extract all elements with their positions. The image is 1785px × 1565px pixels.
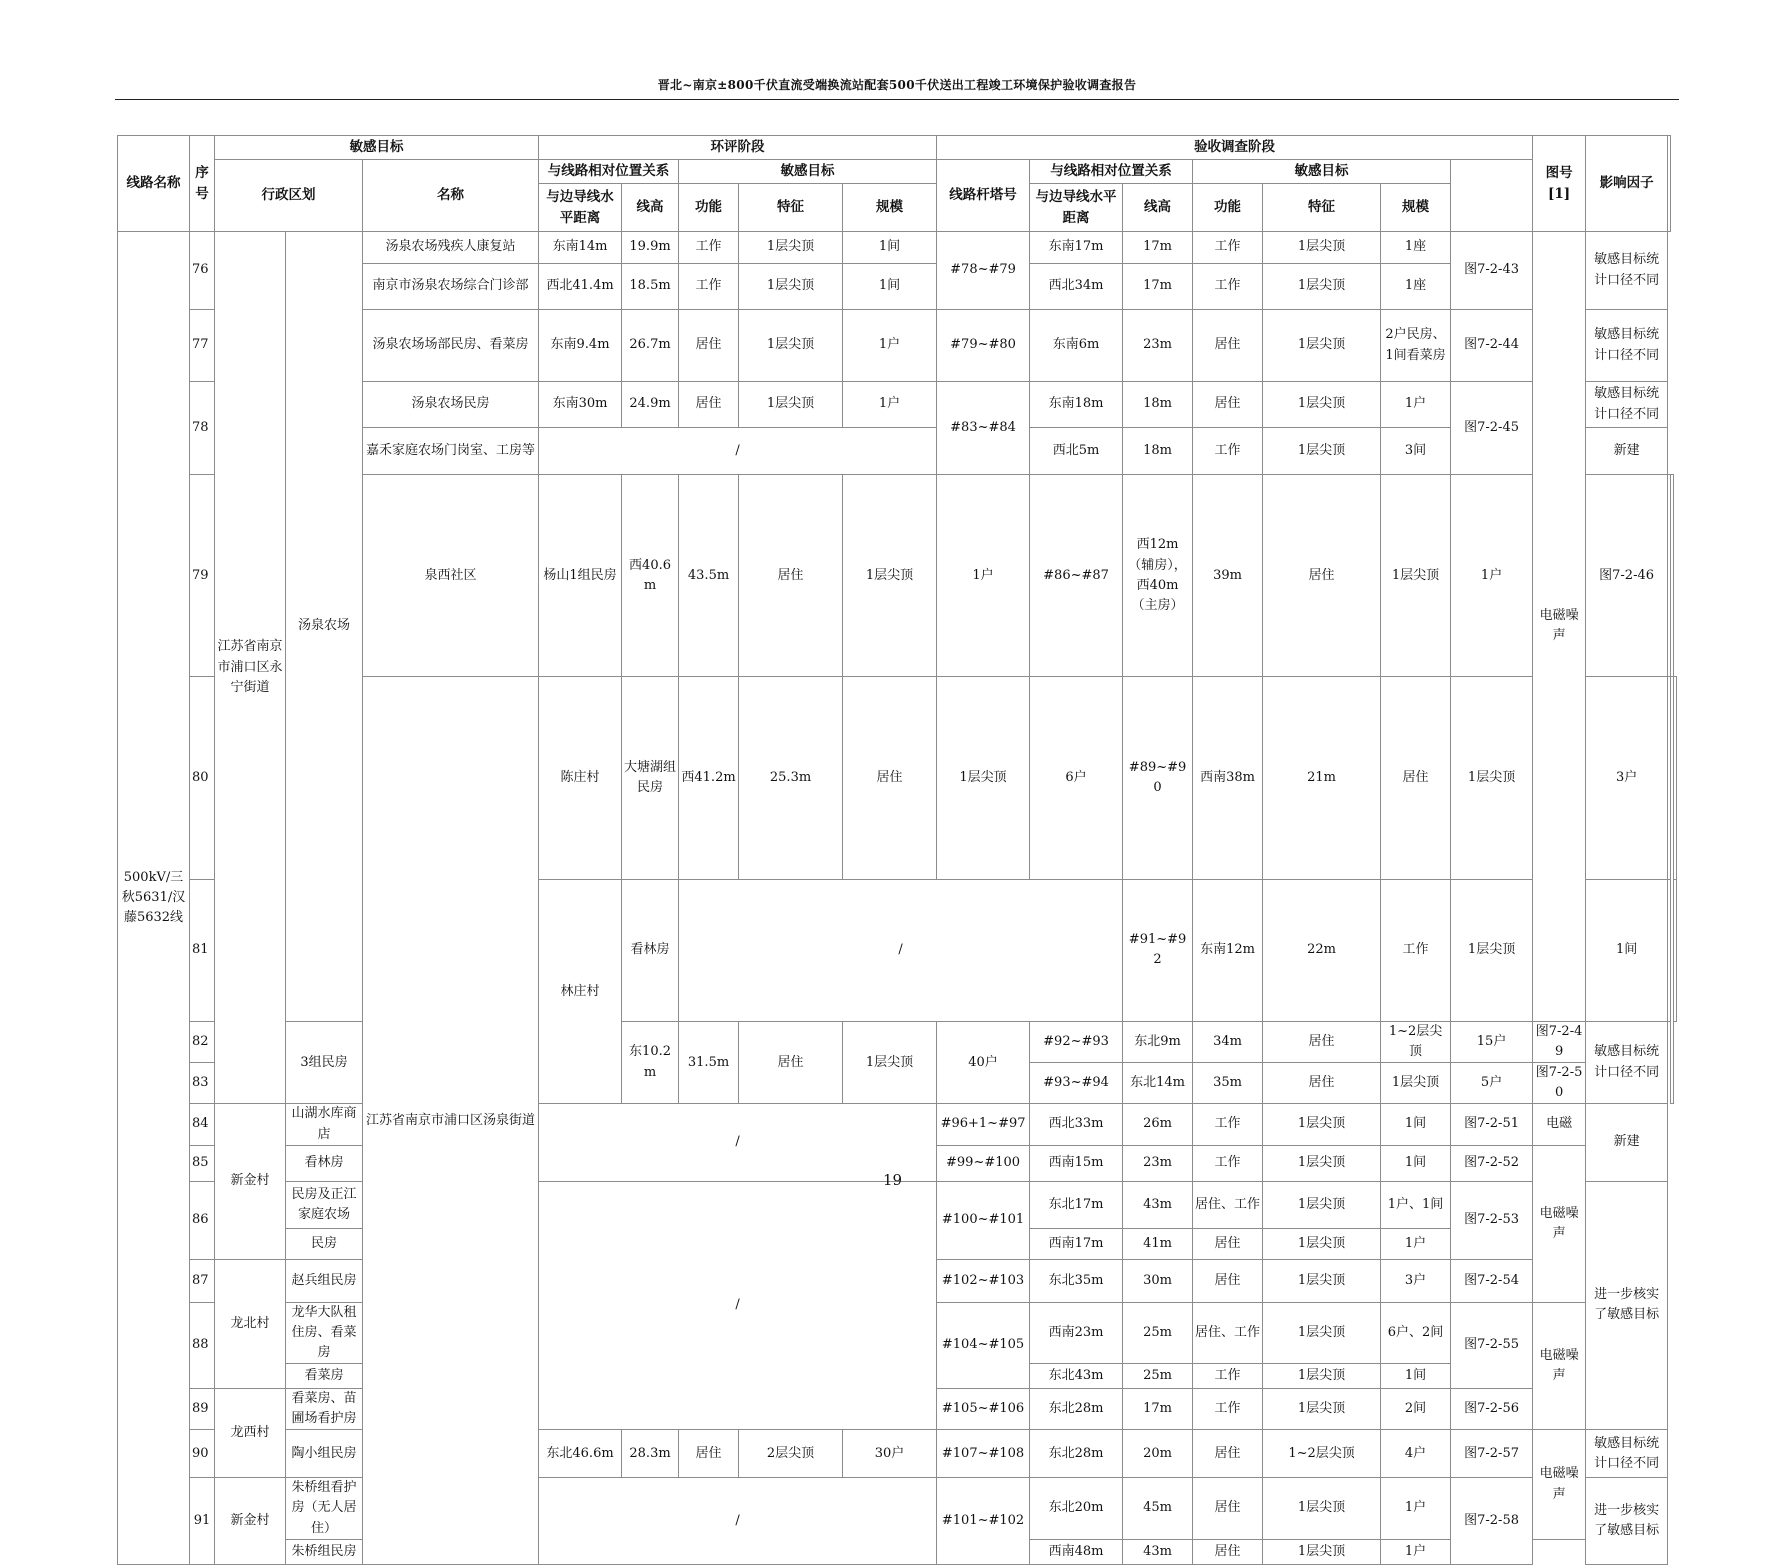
acc-feature-cell: 1层尖顶	[1263, 382, 1381, 428]
line-name-cell: 500kV/三秋5631/汉藤5632线	[118, 232, 190, 1565]
village-cell: 汤泉农场	[286, 232, 363, 1022]
admin-cell: 江苏省南京市浦口区汤泉街道	[363, 677, 539, 1564]
seq-cell: 76	[190, 232, 215, 310]
acc-function-cell: 工作	[1193, 1364, 1263, 1389]
acc-scale-cell: 5户	[1451, 1063, 1533, 1104]
village-cell: 泉西社区	[363, 475, 539, 677]
impact-cell: 电磁噪声	[1533, 1145, 1586, 1302]
eia-feature-cell: 1层尖顶	[843, 475, 937, 677]
eia-function-cell: 居住	[843, 677, 937, 879]
acc-function-cell: 工作	[1193, 428, 1263, 475]
eia-distance-cell: 东南14m	[539, 232, 622, 264]
target-name-cell: 南京市汤泉农场综合门诊部	[363, 264, 539, 310]
header-acc-function: 功能	[1193, 184, 1263, 232]
acc-function-cell: 工作	[1193, 264, 1263, 310]
acc-height-cell: 23m	[1123, 310, 1193, 382]
acc-scale-cell: 3间	[1381, 428, 1451, 475]
acc-function-cell: 居住	[1193, 1539, 1263, 1564]
sensitive-target-table	[117, 135, 1677, 1565]
eia-feature-cell: 1层尖顶	[937, 677, 1030, 879]
figure-cell: 图7-2-50	[1533, 1063, 1586, 1104]
impact-cell: 电磁噪声	[1533, 1302, 1586, 1430]
eia-scale-cell: 1间	[843, 232, 937, 264]
eia-height-cell: 31.5m	[679, 1021, 739, 1104]
eia-feature-cell: 1层尖顶	[739, 232, 843, 264]
target-name-cell: 赵兵组民房	[286, 1259, 363, 1302]
eia-distance-cell: 西41.2m	[679, 677, 739, 879]
eia-function-cell: 工作	[679, 232, 739, 264]
acc-function-cell: 居住	[1193, 1259, 1263, 1302]
eia-scale-cell: 6户	[1030, 677, 1123, 879]
acc-distance-cell: 东北43m	[1030, 1364, 1123, 1389]
header-remarks	[1668, 136, 1671, 232]
acc-function-cell: 居住	[1263, 475, 1381, 677]
target-name-cell: 杨山1组民房	[539, 475, 622, 677]
village-cell: 龙北村	[215, 1259, 286, 1388]
eia-function-cell: 工作	[679, 264, 739, 310]
remarks-cell	[1674, 879, 1677, 1021]
eia-function-cell: 居住	[679, 310, 739, 382]
target-name-cell: 汤泉农场民房	[363, 382, 539, 428]
acc-scale-cell: 1户	[1451, 475, 1533, 677]
target-name-cell: 山湖水库商店	[286, 1104, 363, 1145]
remarks-cell: 敏感目标统计口径不同	[1586, 310, 1668, 382]
figure-cell: 图7-2-52	[1451, 1145, 1533, 1181]
acc-function-cell: 居住、工作	[1193, 1181, 1263, 1228]
figure-cell: 图7-2-46	[1586, 475, 1668, 677]
acc-function-cell: 工作	[1193, 1389, 1263, 1430]
acc-scale-cell: 1间	[1381, 1104, 1451, 1145]
acc-distance-cell: 东南18m	[1030, 382, 1123, 428]
target-name-cell: 民房及正江家庭农场	[286, 1181, 363, 1228]
acc-function-cell: 居住	[1381, 677, 1451, 879]
acc-distance-cell: 东北9m	[1123, 1021, 1193, 1062]
tower-cell: #89~#90	[1123, 677, 1193, 879]
acc-function-cell: 居住	[1193, 1430, 1263, 1478]
acc-feature-cell: 1层尖顶	[1451, 677, 1533, 879]
target-name-cell: 陶小组民房	[286, 1430, 363, 1478]
acc-feature-cell: 1层尖顶	[1263, 232, 1381, 264]
tower-cell: #107~#108	[937, 1430, 1030, 1478]
eia-height-cell: 26.7m	[622, 310, 679, 382]
figure-cell: 图7-2-55	[1451, 1302, 1533, 1388]
header-acc-sensitive-target: 敏感目标	[1193, 160, 1451, 184]
acc-distance-cell: 西北5m	[1030, 428, 1123, 475]
acc-distance-cell: 东北20m	[1030, 1478, 1123, 1539]
target-name-cell: 汤泉农场场部民房、看菜房	[363, 310, 539, 382]
table-row	[118, 1430, 1677, 1478]
acc-distance-cell: 西南38m	[1193, 677, 1263, 879]
header-eia-scale: 规模	[843, 184, 937, 232]
acc-feature-cell: 1层尖顶	[1263, 310, 1381, 382]
header-eia-stage: 环评阶段	[539, 136, 937, 160]
figure-cell: 图7-2-49	[1533, 1021, 1586, 1062]
header-acceptance-stage: 验收调查阶段	[937, 136, 1533, 160]
header-impact-factor: 影响因子	[1586, 136, 1668, 232]
target-name-cell: 看菜房	[286, 1364, 363, 1389]
seq-cell: 88	[190, 1302, 215, 1388]
acc-function-cell: 工作	[1381, 879, 1451, 1021]
acc-distance-cell: 东南6m	[1030, 310, 1123, 382]
acc-scale-cell: 1户	[1381, 382, 1451, 428]
acc-function-cell: 居住	[1263, 1063, 1381, 1104]
acc-feature-cell: 1层尖顶	[1263, 1228, 1381, 1259]
acc-distance-cell: 西12m（辅房），西40m（主房）	[1123, 475, 1193, 677]
acc-distance-cell: 东北35m	[1030, 1259, 1123, 1302]
target-name-cell: 嘉禾家庭农场门岗室、工房等	[363, 428, 539, 475]
eia-scale-cell: 1户	[937, 475, 1030, 677]
acc-function-cell: 居住	[1193, 1228, 1263, 1259]
page-number: 19	[882, 1171, 903, 1189]
header-sensitive-target: 敏感目标	[215, 136, 539, 160]
header-line-name: 线路名称	[118, 136, 190, 232]
impact-cell: 电磁噪声	[1533, 1430, 1586, 1539]
acc-height-cell: 35m	[1193, 1063, 1263, 1104]
seq-cell: 90	[190, 1430, 215, 1478]
eia-slash-cell: /	[539, 428, 937, 475]
acc-distance-cell: 东北17m	[1030, 1181, 1123, 1228]
acc-function-cell: 居住	[1193, 310, 1263, 382]
header-eia-distance: 与边导线水平距离	[539, 184, 622, 232]
remarks-cell: 新建	[1586, 428, 1668, 475]
impact-cell: 电磁噪声	[1533, 232, 1586, 1022]
remarks-cell	[1671, 475, 1674, 677]
admin-cell: 江苏省南京市浦口区永宁街道	[215, 232, 286, 1104]
header-acc-distance: 与边导线水平距离	[1030, 184, 1123, 232]
acc-distance-cell: 西南48m	[1030, 1539, 1123, 1564]
acc-height-cell: 25m	[1123, 1302, 1193, 1363]
header-acc-line-height: 线高	[1123, 184, 1193, 232]
target-name-cell: 看林房	[286, 1145, 363, 1181]
eia-height-cell: 19.9m	[622, 232, 679, 264]
acc-distance-cell: 西北33m	[1030, 1104, 1123, 1145]
acc-height-cell: 17m	[1123, 264, 1193, 310]
acc-height-cell: 17m	[1123, 1389, 1193, 1430]
acc-height-cell: 30m	[1123, 1259, 1193, 1302]
header-rule	[115, 99, 1679, 100]
acc-height-cell: 22m	[1263, 879, 1381, 1021]
eia-slash-cell: /	[679, 879, 1123, 1021]
figure-cell: 图7-2-45	[1451, 382, 1533, 475]
header-admin-division: 行政区划	[215, 160, 363, 232]
acc-feature-cell: 1层尖顶	[1263, 1364, 1381, 1389]
acc-height-cell: 34m	[1193, 1021, 1263, 1062]
eia-height-cell: 24.9m	[622, 382, 679, 428]
tower-cell: #91~#92	[1123, 879, 1193, 1021]
acc-function-cell: 居住	[1263, 1021, 1381, 1062]
tower-cell: #104~#105	[937, 1302, 1030, 1388]
figure-cell: 图7-2-54	[1451, 1259, 1533, 1302]
tower-cell: #93~#94	[1030, 1063, 1123, 1104]
tower-cell: #83~#84	[937, 382, 1030, 475]
acc-feature-cell: 1层尖顶	[1263, 1181, 1381, 1228]
seq-cell: 80	[190, 677, 215, 879]
acc-height-cell: 39m	[1193, 475, 1263, 677]
tower-cell: #78~#79	[937, 232, 1030, 310]
acc-distance-cell: 东南17m	[1030, 232, 1123, 264]
seq-cell: 81	[190, 879, 215, 1021]
eia-feature-cell: 1层尖顶	[739, 310, 843, 382]
acc-height-cell: 25m	[1123, 1364, 1193, 1389]
table-row	[118, 232, 1677, 264]
acc-height-cell: 23m	[1123, 1145, 1193, 1181]
acc-feature-cell: 1层尖顶	[1263, 1389, 1381, 1430]
seq-cell: 86	[190, 1181, 215, 1259]
eia-feature-cell: 1层尖顶	[843, 1021, 937, 1104]
seq-cell: 85	[190, 1145, 215, 1181]
acc-height-cell: 43m	[1123, 1539, 1193, 1564]
acc-scale-cell: 1座	[1381, 264, 1451, 310]
header-acc-scale: 规模	[1381, 184, 1451, 232]
eia-scale-cell: 30户	[843, 1430, 937, 1478]
acc-scale-cell: 1座	[1381, 232, 1451, 264]
tower-cell: #96+1~#97	[937, 1104, 1030, 1145]
acc-height-cell: 41m	[1123, 1228, 1193, 1259]
acc-feature-cell: 1层尖顶	[1263, 264, 1381, 310]
eia-function-cell: 居住	[679, 382, 739, 428]
eia-feature-cell: 1层尖顶	[739, 264, 843, 310]
eia-distance-cell: 西北41.4m	[539, 264, 622, 310]
tower-cell: #105~#106	[937, 1389, 1030, 1430]
tower-cell: #79~#80	[937, 310, 1030, 382]
acc-feature-cell: 1层尖顶	[1263, 428, 1381, 475]
acc-height-cell: 18m	[1123, 382, 1193, 428]
eia-height-cell: 28.3m	[622, 1430, 679, 1478]
acc-feature-cell: 1层尖顶	[1381, 1063, 1451, 1104]
target-name-cell: 民房	[286, 1228, 363, 1259]
seq-cell: 91	[190, 1478, 215, 1564]
remarks-cell	[1674, 677, 1677, 879]
village-cell: 陈庄村	[539, 677, 622, 879]
acc-feature-cell: 1层尖顶	[1451, 879, 1533, 1021]
remarks-cell: 新建	[1586, 1104, 1668, 1181]
acc-distance-cell: 东北14m	[1123, 1063, 1193, 1104]
acc-height-cell: 21m	[1263, 677, 1381, 879]
acc-function-cell: 居住、工作	[1193, 1302, 1263, 1363]
acc-scale-cell: 1间	[1381, 1364, 1451, 1389]
header-eia-feature: 特征	[739, 184, 843, 232]
acc-scale-cell: 2间	[1381, 1389, 1451, 1430]
eia-distance-cell: 东北46.6m	[539, 1430, 622, 1478]
seq-cell: 89	[190, 1389, 215, 1430]
acc-scale-cell: 1户	[1381, 1228, 1451, 1259]
target-name-cell: 看林房	[622, 879, 679, 1021]
target-name-cell: 汤泉农场残疾人康复站	[363, 232, 539, 264]
eia-height-cell: 25.3m	[739, 677, 843, 879]
village-cell: 新金村	[215, 1104, 286, 1259]
tower-cell: #100~#101	[937, 1181, 1030, 1259]
village-cell: 新金村	[215, 1478, 286, 1564]
acc-feature-cell: 1层尖顶	[1263, 1478, 1381, 1539]
acc-scale-cell: 3户	[1381, 1259, 1451, 1302]
tower-cell: #102~#103	[937, 1259, 1030, 1302]
acc-scale-cell: 15户	[1451, 1021, 1533, 1062]
village-cell: 林庄村	[539, 879, 622, 1104]
acc-scale-cell: 4户	[1381, 1430, 1451, 1478]
acc-scale-cell: 1户、1间	[1381, 1181, 1451, 1228]
acc-distance-cell: 西南23m	[1030, 1302, 1123, 1363]
seq-cell: 79	[190, 475, 215, 677]
header-figure-no: 图号[1]	[1533, 136, 1586, 232]
acc-feature-cell: 1~2层尖顶	[1263, 1430, 1381, 1478]
acc-scale-cell: 1户	[1381, 1478, 1451, 1539]
eia-function-cell: 居住	[679, 1430, 739, 1478]
header-acc-relative-position: 与线路相对位置关系	[1030, 160, 1193, 184]
target-name-cell: 看菜房、苗圃场看护房	[286, 1389, 363, 1430]
remarks-cell: 进一步核实了敏感目标	[1586, 1181, 1668, 1430]
acc-function-cell: 工作	[1193, 1104, 1263, 1145]
remarks-cell: 敏感目标统计口径不同	[1586, 382, 1668, 428]
header-acc-feature: 特征	[1263, 184, 1381, 232]
eia-slash-cell: /	[539, 1104, 937, 1181]
acc-distance-cell: 东北28m	[1030, 1389, 1123, 1430]
target-name-cell: 朱桥组民房	[286, 1539, 363, 1564]
seq-cell: 84	[190, 1104, 215, 1145]
acc-feature-cell: 1层尖顶	[1263, 1145, 1381, 1181]
acc-function-cell: 工作	[1193, 232, 1263, 264]
figure-cell: 图7-2-56	[1451, 1389, 1533, 1430]
acc-feature-cell: 1层尖顶	[1263, 1302, 1381, 1363]
figure-cell: 图7-2-53	[1451, 1181, 1533, 1259]
acc-feature-cell: 1~2层尖顶	[1381, 1021, 1451, 1062]
target-name-cell: 大塘湖组民房	[622, 677, 679, 879]
acc-height-cell: 26m	[1123, 1104, 1193, 1145]
header-seq: 序号	[190, 136, 215, 232]
table-row	[118, 1021, 1677, 1062]
document-header-title: 晋北~南京±800千伏直流受端换流站配套500千伏送出工程竣工环境保护验收调查报告	[657, 78, 1137, 92]
acc-scale-cell: 1间	[1586, 879, 1668, 1021]
acc-scale-cell: 6户、2间	[1381, 1302, 1451, 1363]
eia-feature-cell: 2层尖顶	[739, 1430, 843, 1478]
header-eia-line-height: 线高	[622, 184, 679, 232]
acc-function-cell: 工作	[1193, 1145, 1263, 1181]
seq-cell: 82	[190, 1021, 215, 1062]
tower-cell: #101~#102	[937, 1478, 1030, 1564]
remarks-cell: 敏感目标统计口径不同	[1586, 232, 1668, 310]
seq-cell: 87	[190, 1259, 215, 1302]
eia-slash-cell: /	[539, 1478, 937, 1564]
table-row	[118, 1478, 1677, 1539]
header-eia-sensitive-target: 敏感目标	[679, 160, 937, 184]
acc-function-cell: 居住	[1193, 1478, 1263, 1539]
eia-height-cell: 18.5m	[622, 264, 679, 310]
eia-scale-cell: 1户	[843, 382, 937, 428]
acc-distance-cell: 东南12m	[1193, 879, 1263, 1021]
acc-distance-cell: 西南15m	[1030, 1145, 1123, 1181]
table-row	[118, 1104, 1677, 1145]
target-name-cell: 朱桥组看护房（无人居住）	[286, 1478, 363, 1539]
eia-slash-cell: /	[539, 1181, 937, 1430]
acc-scale-cell: 1间	[1381, 1145, 1451, 1181]
eia-scale-cell: 1间	[843, 264, 937, 310]
target-name-cell: 3组民房	[286, 1021, 363, 1104]
acc-distance-cell: 西北34m	[1030, 264, 1123, 310]
remarks-cell: 敏感目标统计口径不同	[1586, 1430, 1668, 1478]
seq-cell: 83	[190, 1063, 215, 1104]
acc-height-cell: 17m	[1123, 232, 1193, 264]
acc-distance-cell: 西南17m	[1030, 1228, 1123, 1259]
eia-scale-cell: 40户	[937, 1021, 1030, 1104]
header-eia-relative-position: 与线路相对位置关系	[539, 160, 679, 184]
remarks-cell: 敏感目标统计口径不同	[1586, 1021, 1668, 1104]
acc-scale-cell: 1户	[1381, 1539, 1451, 1564]
acc-feature-cell: 1层尖顶	[1263, 1104, 1381, 1145]
acc-scale-cell: 2户民房、1间看菜房	[1381, 310, 1451, 382]
acc-height-cell: 43m	[1123, 1181, 1193, 1228]
figure-cell: 图7-2-58	[1451, 1478, 1533, 1564]
eia-height-cell: 43.5m	[679, 475, 739, 677]
header-name: 名称	[363, 160, 539, 232]
acc-feature-cell: 1层尖顶	[1381, 475, 1451, 677]
figure-cell: 图7-2-57	[1451, 1430, 1533, 1478]
seq-cell: 77	[190, 310, 215, 382]
acc-scale-cell: 3户	[1586, 677, 1668, 879]
acc-height-cell: 45m	[1123, 1478, 1193, 1539]
eia-scale-cell: 1户	[843, 310, 937, 382]
eia-distance-cell: 东南9.4m	[539, 310, 622, 382]
figure-cell: 图7-2-43	[1451, 232, 1533, 310]
tower-cell: #86~#87	[1030, 475, 1123, 677]
eia-feature-cell: 1层尖顶	[739, 382, 843, 428]
acc-feature-cell: 1层尖顶	[1263, 1259, 1381, 1302]
figure-cell	[1668, 879, 1671, 1021]
acc-feature-cell: 1层尖顶	[1263, 1539, 1381, 1564]
eia-distance-cell: 东南30m	[539, 382, 622, 428]
eia-function-cell: 居住	[739, 1021, 843, 1104]
remarks-cell: 进一步核实了敏感目标	[1586, 1478, 1668, 1564]
figure-cell: 图7-2-51	[1451, 1104, 1533, 1145]
village-cell: 龙西村	[215, 1389, 286, 1478]
header-eia-function: 功能	[679, 184, 739, 232]
acc-function-cell: 居住	[1193, 382, 1263, 428]
acc-height-cell: 18m	[1123, 428, 1193, 475]
tower-cell: #99~#100	[937, 1145, 1030, 1181]
eia-function-cell: 居住	[739, 475, 843, 677]
eia-distance-cell: 东10.2m	[622, 1021, 679, 1104]
acc-distance-cell: 东北28m	[1030, 1430, 1123, 1478]
impact-cell: 电磁	[1533, 1104, 1586, 1145]
target-name-cell: 龙华大队租住房、看菜房	[286, 1302, 363, 1363]
seq-cell: 78	[190, 382, 215, 475]
header-tower-no: 线路杆塔号	[937, 160, 1030, 232]
eia-distance-cell: 西40.6m	[622, 475, 679, 677]
acc-height-cell: 20m	[1123, 1430, 1193, 1478]
tower-cell: #92~#93	[1030, 1021, 1123, 1062]
figure-cell: 图7-2-44	[1451, 310, 1533, 382]
